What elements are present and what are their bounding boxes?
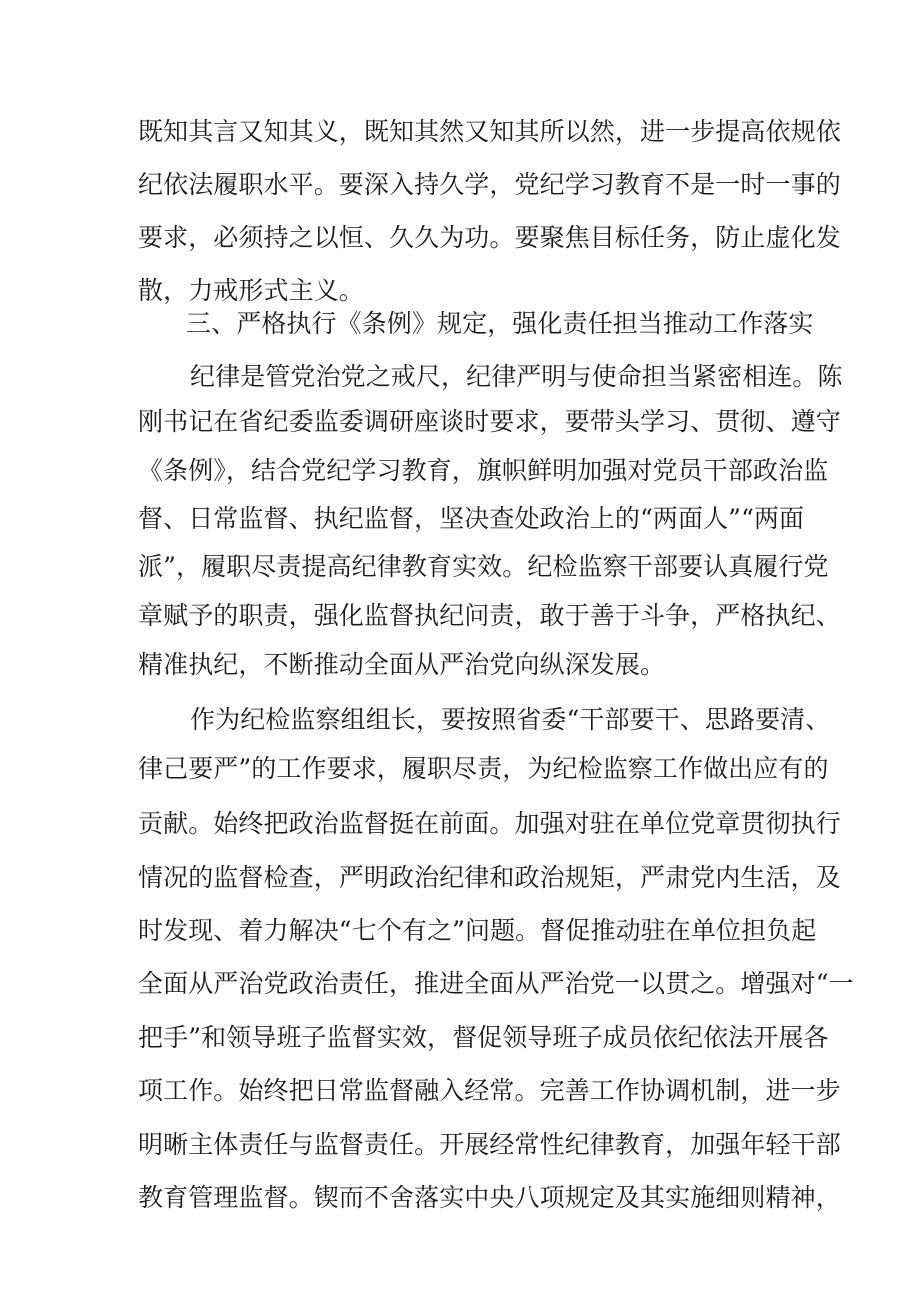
paragraph-2-line-3: 《条例》，结合党纪学习教育，旗帜鲜明加强对党员干部政治监 — [138, 456, 829, 485]
section-heading: 三、严格执行《条例》规定，强化责任担当推动工作落实 — [186, 309, 814, 338]
paragraph-1-line-1: 既知其言又知其义，既知其然又知其所以然，进一步提高依规依 — [138, 117, 841, 146]
paragraph-3-line-1: 作为纪检监察组组长，要按照省委“干部要干、思路要清、 — [190, 705, 831, 734]
paragraph-2-line-5: 派”，履职尽责提高纪律教育实效。纪检监察干部要认真履行党 — [138, 552, 829, 581]
paragraph-2-line-4: 督、日常监督、执纪监督，坚决查处政治上的“两面人”“两面 — [138, 504, 805, 533]
paragraph-3-line-7: 把手”和领导班子监督实效，督促领导班子成员依纪依法开展各 — [138, 1023, 829, 1052]
paragraph-3-line-8: 项工作。始终把日常监督融入经常。完善工作协调机制，进一步 — [138, 1076, 841, 1105]
paragraph-1-line-2: 纪依法履职水平。要深入持久学，党纪学习教育不是一时一事的 — [138, 170, 841, 199]
paragraph-2-line-7: 精准执纪，不断推动全面从严治党向纵深发展。 — [138, 650, 666, 679]
paragraph-1-line-4: 散，力戒形式主义。 — [138, 276, 364, 305]
paragraph-3-line-5: 时发现、着力解决“七个有之”问题。督促推动驻在单位担负起 — [138, 916, 817, 945]
paragraph-2-line-2: 刚书记在省纪委监委调研座谈时要求，要带头学习、贯彻、遵守 — [138, 407, 841, 436]
paragraph-3-line-10: 教育管理监督。锲而不舍落实中央八项规定及其实施细则精神， — [138, 1183, 841, 1212]
paragraph-2-line-1: 纪律是管党治党之戒尺，纪律严明与使命担当紧密相连。陈 — [190, 362, 843, 391]
paragraph-3-line-9: 明晰主体责任与监督责任。开展经常性纪律教育，加强年轻干部 — [138, 1130, 841, 1159]
paragraph-3-line-4: 情况的监督检查，严明政治纪律和政治规矩，严肃党内生活，及 — [138, 863, 841, 892]
paragraph-1-line-3: 要求，必须持之以恒、久久为功。要聚焦目标任务，防止虚化发 — [138, 223, 841, 252]
paragraph-3-line-2: 律己要严”的工作要求，履职尽责，为纪检监察工作做出应有的 — [138, 754, 829, 783]
paragraph-3-line-3: 贡献。始终把政治监督挺在前面。加强对驻在单位党章贯彻执行 — [138, 809, 841, 838]
paragraph-2-line-6: 章赋予的职责，强化监督执纪问责，敢于善于斗争，严格执纪、 — [138, 601, 841, 630]
paragraph-3-line-6: 全面从严治党政治责任，推进全面从严治党一以贯之。增强对“一 — [138, 969, 854, 998]
